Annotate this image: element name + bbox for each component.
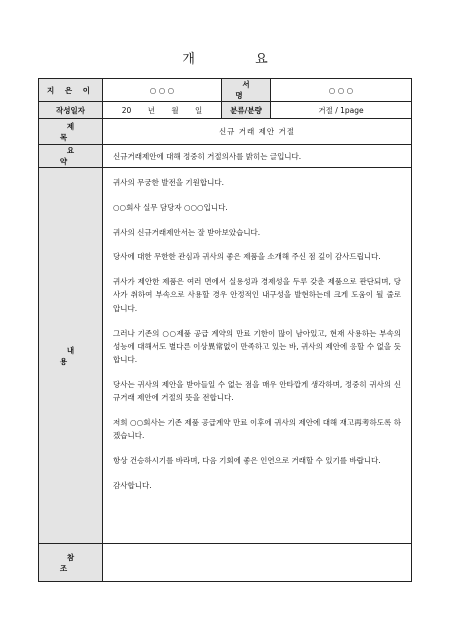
summary-value: 신규거래제안에 대해 정중히 거절의사를 밝히는 글입니다.	[103, 145, 412, 168]
body-paragraph: 당사는 귀사의 제안을 받아들일 수 없는 점을 매우 안타깝게 생각하며, 정중히 귀사의 신규거래 제안에 거절의 뜻을 전합니다.	[113, 379, 401, 403]
body-paragraph: 그러나 기존의 ○○제품 공급 계약의 만료 기한이 많이 남아있고, 현재 사용하는 부속의 성능에 대해서도 별다른 이상異常없이 만족하고 있는 바, 귀사의 제안에 응할 수 없을 듯 합니다.	[113, 328, 401, 365]
author-label: 지 은 이	[39, 79, 103, 102]
category-value: 거절 / 1page	[271, 102, 412, 119]
body-paragraph: 귀사의 무궁한 발전을 기원합니다.	[113, 178, 224, 187]
author-value: ○ ○ ○	[103, 79, 222, 102]
body-paragraph: 감사합니다.	[113, 480, 152, 490]
body-label: 내 용	[39, 168, 103, 544]
body-content	[103, 168, 412, 544]
document-table	[38, 78, 412, 582]
body-paragraph: ○○회사 실무 담당자 ○○○입니다.	[113, 202, 228, 212]
body-paragraph: 저희 ○○회사는 기존 제품 공급계약 만료 이후에 귀사의 제안에 대해 재고再考하도록 하겠습니다.	[113, 418, 401, 441]
reference-label: 참 조	[39, 544, 103, 582]
page-title: 개 요	[182, 52, 296, 67]
date-label: 작성일자	[39, 102, 103, 119]
row-author	[39, 79, 412, 102]
row-body	[39, 168, 412, 544]
row-date	[39, 102, 412, 119]
signature-label: 서 명	[222, 79, 271, 102]
subject-value: 신규 거래 제안 거절	[103, 119, 412, 145]
row-summary	[39, 145, 412, 168]
reference-value[interactable]	[103, 544, 412, 582]
category-label: 분류/분량	[222, 102, 271, 119]
subject-label: 제 목	[39, 119, 103, 145]
body-paragraph: 귀사의 신규거래제안서는 잘 받아보았습니다.	[113, 227, 261, 237]
summary-label: 요 약	[39, 145, 103, 168]
body-paragraph: 항상 건승하시기를 바라며, 다음 기회에 좋은 인연으로 거래할 수 있기를 바랍니다.	[113, 456, 381, 466]
row-subject	[39, 119, 412, 145]
row-reference	[39, 544, 412, 582]
signature-value: ○ ○ ○	[271, 79, 412, 102]
body-paragraph: 귀사가 제안한 제품은 여러 면에서 실용성과 경제성을 두루 갖춘 제품으로 판단되며, 당사가 취하여 부속으로 사용할 경우 안정적인 내구성을 발현하는데 크게 도움이 될 줄로 압니다.	[113, 277, 401, 313]
date-value: 20 년 월 일	[103, 102, 222, 119]
body-paragraph: 당사에 대한 무한한 관심과 귀사의 좋은 제품을 소개해 주신 점 깊이 감사드립니다.	[113, 252, 381, 262]
